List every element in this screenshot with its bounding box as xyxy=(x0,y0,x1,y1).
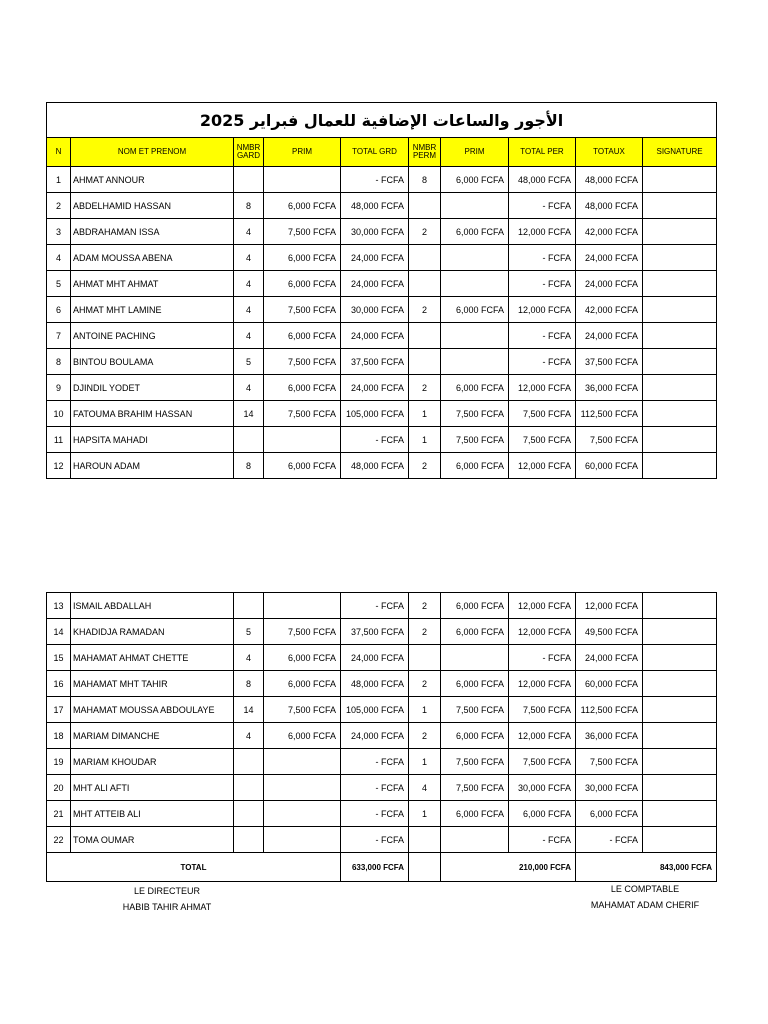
table-row xyxy=(47,349,717,375)
table-row xyxy=(47,167,717,193)
cell-name: MAHAMAT MOUSSA ABDOULAYE xyxy=(71,697,234,723)
table-row xyxy=(47,375,717,401)
cell-prim2: 6,000 FCFA xyxy=(441,593,509,619)
cell-prim2 xyxy=(441,827,509,853)
cell-n: 22 xyxy=(47,827,71,853)
table-row xyxy=(47,593,717,619)
cell-gard: 5 xyxy=(234,349,264,375)
cell-totaux: 112,500 FCFA xyxy=(576,401,643,427)
header-n: N xyxy=(47,138,71,167)
cell-n: 15 xyxy=(47,645,71,671)
cell-total-per: 6,000 FCFA xyxy=(509,801,576,827)
cell-total-grd: 30,000 FCFA xyxy=(341,219,409,245)
cell-prim1: 7,500 FCFA xyxy=(264,401,341,427)
cell-totaux: 12,000 FCFA xyxy=(576,593,643,619)
cell-signature xyxy=(643,697,717,723)
cell-prim1: 6,000 FCFA xyxy=(264,375,341,401)
cell-name: MARIAM KHOUDAR xyxy=(71,749,234,775)
table-row xyxy=(47,323,717,349)
cell-n: 18 xyxy=(47,723,71,749)
cell-prim2 xyxy=(441,349,509,375)
total-label: TOTAL xyxy=(47,853,341,882)
table-row xyxy=(47,775,717,801)
cell-total-grd: - FCFA xyxy=(341,827,409,853)
cell-perm: 2 xyxy=(409,619,441,645)
cell-signature xyxy=(643,375,717,401)
cell-name: FATOUMA BRAHIM HASSAN xyxy=(71,401,234,427)
cell-prim2: 7,500 FCFA xyxy=(441,749,509,775)
cell-name: MAHAMAT MHT TAHIR xyxy=(71,671,234,697)
cell-prim1 xyxy=(264,775,341,801)
cell-prim1: 6,000 FCFA xyxy=(264,271,341,297)
cell-total-per: 7,500 FCFA xyxy=(509,427,576,453)
cell-total-per: 7,500 FCFA xyxy=(509,401,576,427)
cell-totaux: 42,000 FCFA xyxy=(576,219,643,245)
cell-name: BINTOU BOULAMA xyxy=(71,349,234,375)
cell-total-grd: 24,000 FCFA xyxy=(341,271,409,297)
cell-perm: 1 xyxy=(409,697,441,723)
cell-gard: 8 xyxy=(234,453,264,479)
table-row xyxy=(47,827,717,853)
cell-signature xyxy=(643,219,717,245)
cell-prim2 xyxy=(441,271,509,297)
cell-perm: 2 xyxy=(409,375,441,401)
cell-total-grd: 105,000 FCFA xyxy=(341,697,409,723)
header-prim-gard: PRIM xyxy=(264,138,341,167)
header-totaux: TOTAUX xyxy=(576,138,643,167)
cell-totaux: 6,000 FCFA xyxy=(576,801,643,827)
cell-perm: 4 xyxy=(409,775,441,801)
table-row xyxy=(47,749,717,775)
cell-signature xyxy=(643,297,717,323)
table-row xyxy=(47,193,717,219)
cell-name: ISMAIL ABDALLAH xyxy=(71,593,234,619)
accountant-signature-block xyxy=(575,881,715,913)
cell-gard xyxy=(234,427,264,453)
cell-signature xyxy=(643,453,717,479)
payroll-table-page1 xyxy=(46,102,717,479)
cell-prim1: 6,000 FCFA xyxy=(264,645,341,671)
accountant-title: LE COMPTABLE xyxy=(610,884,680,894)
cell-totaux: 36,000 FCFA xyxy=(576,723,643,749)
cell-total-per: 12,000 FCFA xyxy=(509,375,576,401)
cell-gard xyxy=(234,749,264,775)
cell-perm: 2 xyxy=(409,671,441,697)
cell-signature xyxy=(643,401,717,427)
cell-total-per: 12,000 FCFA xyxy=(509,671,576,697)
accountant-name: MAHAMAT ADAM CHERIF xyxy=(590,900,700,910)
cell-perm: 2 xyxy=(409,297,441,323)
cell-signature xyxy=(643,349,717,375)
cell-gard: 4 xyxy=(234,375,264,401)
cell-prim1: 7,500 FCFA xyxy=(264,349,341,375)
total-per-sum: 210,000 FCFA xyxy=(441,853,576,882)
cell-total-per: 12,000 FCFA xyxy=(509,593,576,619)
cell-n: 12 xyxy=(47,453,71,479)
table-row xyxy=(47,801,717,827)
cell-total-per: 12,000 FCFA xyxy=(509,219,576,245)
cell-signature xyxy=(643,645,717,671)
cell-signature xyxy=(643,749,717,775)
cell-total-grd: 24,000 FCFA xyxy=(341,645,409,671)
cell-name: DJINDIL YODET xyxy=(71,375,234,401)
cell-gard xyxy=(234,167,264,193)
cell-name: AHMAT MHT LAMINE xyxy=(71,297,234,323)
cell-totaux: 36,000 FCFA xyxy=(576,375,643,401)
cell-perm: 1 xyxy=(409,801,441,827)
cell-prim2: 6,000 FCFA xyxy=(441,375,509,401)
cell-perm: 2 xyxy=(409,219,441,245)
cell-perm xyxy=(409,349,441,375)
cell-gard xyxy=(234,827,264,853)
cell-total-grd: 48,000 FCFA xyxy=(341,453,409,479)
cell-total-per: 12,000 FCFA xyxy=(509,723,576,749)
table-row xyxy=(47,297,717,323)
cell-n: 4 xyxy=(47,245,71,271)
cell-total-per: 30,000 FCFA xyxy=(509,775,576,801)
header-total-grd: TOTAL GRD xyxy=(341,138,409,167)
cell-signature xyxy=(643,245,717,271)
cell-gard: 4 xyxy=(234,297,264,323)
cell-total-grd: 24,000 FCFA xyxy=(341,723,409,749)
cell-signature xyxy=(643,193,717,219)
cell-gard: 4 xyxy=(234,245,264,271)
director-name: HABIB TAHIR AHMAT xyxy=(122,902,212,912)
cell-prim2: 7,500 FCFA xyxy=(441,775,509,801)
cell-gard: 4 xyxy=(234,219,264,245)
cell-signature xyxy=(643,723,717,749)
cell-prim2 xyxy=(441,245,509,271)
cell-n: 7 xyxy=(47,323,71,349)
cell-total-per: - FCFA xyxy=(509,271,576,297)
cell-signature xyxy=(643,827,717,853)
table-row xyxy=(47,671,717,697)
cell-n: 16 xyxy=(47,671,71,697)
header-nmbr-gard: NMBR GARD xyxy=(234,138,264,167)
director-title: LE DIRECTEUR xyxy=(133,886,200,896)
cell-total-per: - FCFA xyxy=(509,193,576,219)
cell-prim1 xyxy=(264,749,341,775)
cell-perm xyxy=(409,271,441,297)
table-row xyxy=(47,219,717,245)
cell-prim1 xyxy=(264,593,341,619)
cell-n: 11 xyxy=(47,427,71,453)
cell-totaux: 48,000 FCFA xyxy=(576,167,643,193)
cell-n: 10 xyxy=(47,401,71,427)
cell-prim2: 6,000 FCFA xyxy=(441,453,509,479)
cell-gard: 14 xyxy=(234,401,264,427)
cell-perm xyxy=(409,245,441,271)
cell-totaux: 24,000 FCFA xyxy=(576,645,643,671)
director-signature-block xyxy=(100,883,234,915)
cell-total-grd: 30,000 FCFA xyxy=(341,297,409,323)
cell-name: AHMAT MHT AHMAT xyxy=(71,271,234,297)
document-title: الأجور والساعات الإضافية للعمال فبراير 2025 xyxy=(47,103,717,138)
cell-prim2: 7,500 FCFA xyxy=(441,427,509,453)
cell-n: 9 xyxy=(47,375,71,401)
cell-signature xyxy=(643,775,717,801)
cell-prim1: 7,500 FCFA xyxy=(264,219,341,245)
cell-signature xyxy=(643,271,717,297)
cell-n: 19 xyxy=(47,749,71,775)
cell-totaux: 60,000 FCFA xyxy=(576,453,643,479)
cell-total-per: 12,000 FCFA xyxy=(509,453,576,479)
cell-gard xyxy=(234,801,264,827)
cell-gard: 5 xyxy=(234,619,264,645)
cell-signature xyxy=(643,801,717,827)
cell-total-per: 12,000 FCFA xyxy=(509,619,576,645)
cell-total-grd: 37,500 FCFA xyxy=(341,619,409,645)
cell-prim1: 6,000 FCFA xyxy=(264,671,341,697)
cell-prim2: 7,500 FCFA xyxy=(441,697,509,723)
cell-totaux: 37,500 FCFA xyxy=(576,349,643,375)
cell-name: MAHAMAT AHMAT CHETTE xyxy=(71,645,234,671)
cell-prim2: 6,000 FCFA xyxy=(441,167,509,193)
cell-totaux: 7,500 FCFA xyxy=(576,427,643,453)
cell-totaux: 24,000 FCFA xyxy=(576,271,643,297)
cell-name: KHADIDJA RAMADAN xyxy=(71,619,234,645)
cell-totaux: 24,000 FCFA xyxy=(576,245,643,271)
cell-name: HAPSITA MAHADI xyxy=(71,427,234,453)
cell-totaux: 24,000 FCFA xyxy=(576,323,643,349)
cell-name: HAROUN ADAM xyxy=(71,453,234,479)
cell-prim1 xyxy=(264,801,341,827)
cell-total-grd: - FCFA xyxy=(341,427,409,453)
cell-n: 17 xyxy=(47,697,71,723)
cell-prim1: 6,000 FCFA xyxy=(264,723,341,749)
cell-total-grd: - FCFA xyxy=(341,775,409,801)
cell-name: ANTOINE PACHING xyxy=(71,323,234,349)
cell-total-grd: 24,000 FCFA xyxy=(341,375,409,401)
table-row xyxy=(47,645,717,671)
cell-gard: 4 xyxy=(234,323,264,349)
table-row xyxy=(47,271,717,297)
header-name: NOM ET PRENOM xyxy=(71,138,234,167)
cell-prim1 xyxy=(264,167,341,193)
header-total-per: TOTAL PER xyxy=(509,138,576,167)
cell-gard xyxy=(234,593,264,619)
cell-prim1 xyxy=(264,827,341,853)
header-row xyxy=(47,138,717,167)
totaux-sum: 843,000 FCFA xyxy=(576,853,717,882)
cell-total-per: - FCFA xyxy=(509,645,576,671)
cell-total-per: 7,500 FCFA xyxy=(509,749,576,775)
cell-n: 3 xyxy=(47,219,71,245)
cell-n: 13 xyxy=(47,593,71,619)
cell-name: MHT ATTEIB ALI xyxy=(71,801,234,827)
cell-perm: 1 xyxy=(409,401,441,427)
cell-prim1: 7,500 FCFA xyxy=(264,297,341,323)
cell-prim1: 7,500 FCFA xyxy=(264,697,341,723)
cell-gard: 4 xyxy=(234,271,264,297)
cell-total-per: - FCFA xyxy=(509,323,576,349)
cell-perm: 2 xyxy=(409,723,441,749)
cell-gard: 8 xyxy=(234,193,264,219)
cell-prim2: 6,000 FCFA xyxy=(441,219,509,245)
cell-prim2: 7,500 FCFA xyxy=(441,401,509,427)
cell-prim1: 6,000 FCFA xyxy=(264,193,341,219)
cell-totaux: 30,000 FCFA xyxy=(576,775,643,801)
cell-totaux: 48,000 FCFA xyxy=(576,193,643,219)
cell-signature xyxy=(643,593,717,619)
cell-prim2: 6,000 FCFA xyxy=(441,619,509,645)
cell-total-grd: - FCFA xyxy=(341,801,409,827)
cell-totaux: 7,500 FCFA xyxy=(576,749,643,775)
cell-perm xyxy=(409,827,441,853)
cell-perm: 1 xyxy=(409,427,441,453)
cell-perm: 2 xyxy=(409,593,441,619)
cell-totaux: 60,000 FCFA xyxy=(576,671,643,697)
cell-total-per: 48,000 FCFA xyxy=(509,167,576,193)
cell-total-per: 12,000 FCFA xyxy=(509,297,576,323)
cell-signature xyxy=(643,323,717,349)
cell-name: AHMAT ANNOUR xyxy=(71,167,234,193)
cell-signature xyxy=(643,619,717,645)
cell-name: MHT ALI AFTI xyxy=(71,775,234,801)
cell-totaux: 112,500 FCFA xyxy=(576,697,643,723)
cell-prim2: 6,000 FCFA xyxy=(441,801,509,827)
cell-name: TOMA OUMAR xyxy=(71,827,234,853)
cell-perm: 2 xyxy=(409,453,441,479)
cell-total-grd: 37,500 FCFA xyxy=(341,349,409,375)
cell-n: 14 xyxy=(47,619,71,645)
header-prim-perm: PRIM xyxy=(441,138,509,167)
cell-prim1: 7,500 FCFA xyxy=(264,619,341,645)
cell-n: 5 xyxy=(47,271,71,297)
cell-total-grd: 24,000 FCFA xyxy=(341,323,409,349)
cell-totaux: 42,000 FCFA xyxy=(576,297,643,323)
cell-total-grd: 48,000 FCFA xyxy=(341,671,409,697)
cell-total-grd: 48,000 FCFA xyxy=(341,193,409,219)
cell-total-grd: - FCFA xyxy=(341,167,409,193)
cell-gard: 4 xyxy=(234,723,264,749)
cell-perm xyxy=(409,193,441,219)
cell-perm: 8 xyxy=(409,167,441,193)
cell-signature xyxy=(643,167,717,193)
payroll-table-page2 xyxy=(46,592,717,882)
cell-total-grd: 105,000 FCFA xyxy=(341,401,409,427)
total-grd-sum: 633,000 FCFA xyxy=(341,853,409,882)
cell-total-per: - FCFA xyxy=(509,349,576,375)
cell-total-grd: - FCFA xyxy=(341,749,409,775)
cell-gard xyxy=(234,775,264,801)
cell-prim1: 6,000 FCFA xyxy=(264,245,341,271)
cell-prim2 xyxy=(441,323,509,349)
cell-n: 21 xyxy=(47,801,71,827)
cell-name: ABDRAHAMAN ISSA xyxy=(71,219,234,245)
cell-gard: 4 xyxy=(234,645,264,671)
cell-name: ABDELHAMID HASSAN xyxy=(71,193,234,219)
cell-prim2 xyxy=(441,193,509,219)
cell-total-grd: - FCFA xyxy=(341,593,409,619)
header-signature: SIGNATURE xyxy=(643,138,717,167)
cell-prim2 xyxy=(441,645,509,671)
cell-perm xyxy=(409,323,441,349)
cell-prim1: 6,000 FCFA xyxy=(264,323,341,349)
table-row xyxy=(47,401,717,427)
cell-prim2: 6,000 FCFA xyxy=(441,723,509,749)
cell-prim2: 6,000 FCFA xyxy=(441,671,509,697)
cell-perm xyxy=(409,645,441,671)
table-row xyxy=(47,427,717,453)
cell-gard: 14 xyxy=(234,697,264,723)
cell-n: 2 xyxy=(47,193,71,219)
cell-signature xyxy=(643,427,717,453)
cell-totaux: 49,500 FCFA xyxy=(576,619,643,645)
cell-total-per: - FCFA xyxy=(509,245,576,271)
total-row xyxy=(47,853,717,882)
cell-n: 6 xyxy=(47,297,71,323)
table-row xyxy=(47,723,717,749)
cell-totaux: - FCFA xyxy=(576,827,643,853)
cell-n: 8 xyxy=(47,349,71,375)
header-nmbr-perm: NMBR PERM xyxy=(409,138,441,167)
cell-prim1: 6,000 FCFA xyxy=(264,453,341,479)
cell-total-per: 7,500 FCFA xyxy=(509,697,576,723)
cell-n: 1 xyxy=(47,167,71,193)
table-row xyxy=(47,453,717,479)
table-row xyxy=(47,697,717,723)
cell-prim1 xyxy=(264,427,341,453)
cell-n: 20 xyxy=(47,775,71,801)
cell-total-per: - FCFA xyxy=(509,827,576,853)
cell-signature xyxy=(643,671,717,697)
cell-prim2: 6,000 FCFA xyxy=(441,297,509,323)
table-row xyxy=(47,245,717,271)
cell-perm: 1 xyxy=(409,749,441,775)
cell-gard: 8 xyxy=(234,671,264,697)
table-row xyxy=(47,619,717,645)
cell-name: MARIAM DIMANCHE xyxy=(71,723,234,749)
cell-total-grd: 24,000 FCFA xyxy=(341,245,409,271)
cell-name: ADAM MOUSSA ABENA xyxy=(71,245,234,271)
